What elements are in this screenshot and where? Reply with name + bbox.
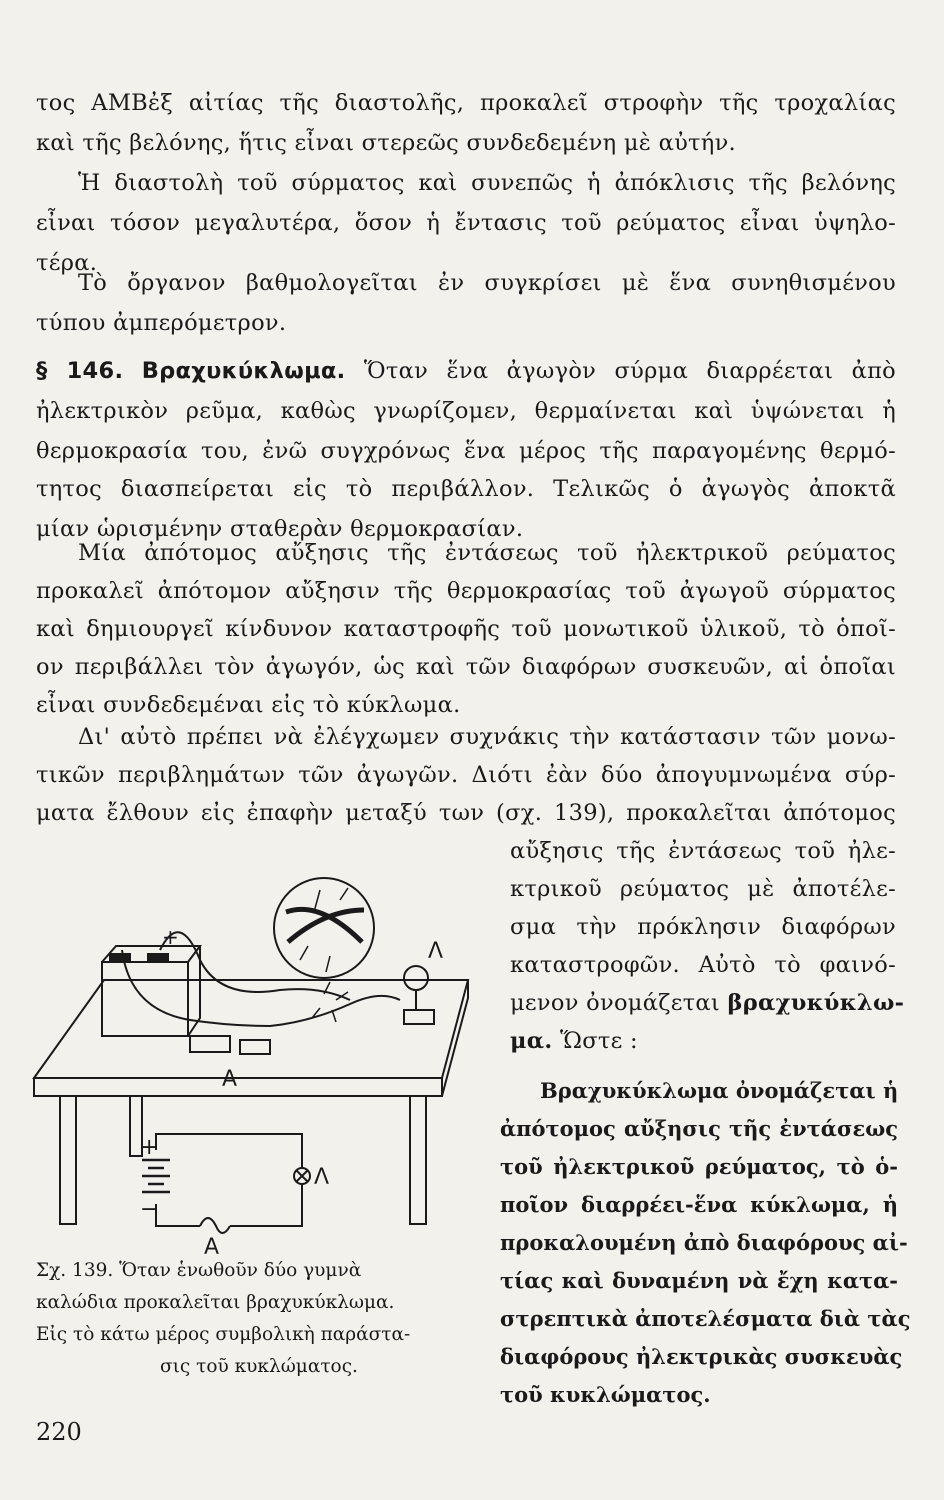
text-line: τέρα. [36, 250, 98, 276]
text-line: τικῶν περιβλημάτων τῶν ἀγωγῶν. Διότι ἐὰν δύο ἀπογυμνωμένα σύρ- [36, 762, 896, 788]
section-line-rest: Ὅταν ἕνα ἀγωγὸν σύρμα διαρρέεται ἀπὸ [363, 358, 897, 384]
ammeter-label: Α [222, 1067, 238, 1092]
schematic-lamp-label: Λ [314, 1165, 330, 1190]
figure-caption-line: Εἰς τὸ κάτω μέρος συμβολικὴ παράστα- [36, 1324, 411, 1345]
definition-line: προκαλουμένη ἀπὸ διαφόρους αἰ- [500, 1230, 908, 1255]
lamp-bulb [404, 966, 428, 990]
text-line: Τὸ ὄργανον βαθμολογεῖται ἐν συγκρίσει μὲ ἕνα συνηθισμένου [78, 270, 896, 296]
text-line: τος ΑΜΒἐξ αἰτίας τῆς διαστολῆς, προκαλεῖ στροφὴν τῆς τροχαλίας [36, 90, 896, 116]
definition-line: τοῦ κυκλώματος. [500, 1382, 711, 1407]
schematic-ammeter-label: Α [204, 1235, 220, 1260]
text-line: ον περιβάλλει τὸν ἀγωγόν, ὡς καὶ τῶν διαφόρων συσκευῶν, αἱ ὁποῖαι [36, 654, 896, 680]
section-title: Βραχυκύκλωμα. [141, 358, 346, 384]
term-bold: βραχυκύκλω- [727, 990, 905, 1016]
ammeter-body [190, 1036, 230, 1052]
text-segment: Ὥστε : [552, 1028, 638, 1054]
section-heading-line [36, 360, 896, 383]
table-top [34, 980, 468, 1078]
table-leg [410, 1096, 426, 1224]
definition-line: Βραχυκύκλωμα ὀνομάζεται ἡ [540, 1078, 899, 1103]
table-leg [60, 1096, 76, 1224]
text-line [510, 1030, 896, 1053]
text-line: αὔξησις τῆς ἐντάσεως τοῦ ἠλε- [510, 838, 896, 864]
definition-line: ἀπότομος αὔξησις τῆς ἐντάσεως [500, 1116, 898, 1141]
definition-line: διαφόρους ἠλεκτρικὰς συσκευὰς [500, 1344, 903, 1369]
definition-line: ποῖον διαρρέει-ἕνα κύκλωμα, ἡ [500, 1192, 898, 1217]
definition-line: τίας καὶ δυναμένη νὰ ἔχη κατα- [500, 1268, 898, 1293]
text-line: Δι' αὐτὸ πρέπει νὰ ἐλέγχωμεν συχνάκις τὴν κατάστασιν τῶν μονω- [78, 724, 896, 750]
page-number: 220 [36, 1418, 82, 1446]
text-line: εἶναι τόσον μεγαλυτέρα, ὅσον ἡ ἔντασις τοῦ ρεύματος εἶναι ὑψηλο- [36, 210, 896, 236]
schematic-lamp-cross [296, 1170, 308, 1182]
figure-caption-line: σις τοῦ κυκλώματος. [160, 1356, 358, 1377]
text-line: ματα ἔλθουν εἰς ἐπαφὴν μεταξύ των (σχ. 139), προκαλεῖται ἀπότομος [36, 800, 896, 826]
text-line: τύπου ἀμπερόμετρον. [36, 310, 287, 336]
text-line: Ἡ διαστολὴ τοῦ σύρματος καὶ συνεπῶς ἡ ἀπόκλισις τῆς βελόνης [78, 170, 896, 196]
plus-label: + [140, 1135, 159, 1160]
text-line: μίαν ὡρισμένην σταθερὰν θερμοκρασίαν. [36, 516, 524, 542]
battery-terminal [148, 954, 168, 962]
text-line: τητος διασπείρεται εἰς τὸ περιβάλλον. Τελικῶς ὁ ἀγωγὸς ἀποκτᾶ [36, 476, 896, 502]
text-line: σμα τὴν πρόκλησιν διαφόρων [510, 914, 896, 940]
text-line: θερμοκρασία του, ἐνῶ συγχρόνως ἕνα μέρος τῆς παραγομένης θερμό- [36, 438, 896, 464]
text-line: κτρικοῦ ρεύματος μὲ ἀποτέλε- [510, 876, 896, 902]
magnifier-circle [274, 878, 374, 978]
svg-text:+: + [162, 925, 179, 949]
section-number: § 146. [36, 358, 124, 384]
text-line: καὶ δημιουργεῖ κίνδυνον καταστροφῆς τοῦ μονωτικοῦ ὑλικοῦ, τὸ ὁποῖ- [36, 616, 896, 642]
switch [240, 1040, 270, 1054]
definition-line: τοῦ ἠλεκτρικοῦ ρεύματος, τὸ ὁ- [500, 1154, 898, 1179]
schematic-ammeter [200, 1218, 230, 1233]
figure-caption-line: καλώδια προκαλεῖται βραχυκύκλωμα. [36, 1292, 395, 1313]
text-line: εἶναι συνδεδεμέναι εἰς τὸ κύκλωμα. [36, 692, 461, 718]
text-line: καὶ τῆς βελόνης, ἥτις εἶναι στερεῶς συνδεδεμένη μὲ αὐτήν. [36, 130, 737, 156]
battery-terminal [110, 954, 130, 962]
text-line: ἠλεκτρικὸν ρεῦμα, καθὼς γνωρίζομεν, θερμαίνεται καὶ ὑψώνεται ἡ [36, 398, 896, 424]
text-line: καταστροφῶν. Αὐτὸ τὸ φαινό- [510, 952, 896, 978]
text-line [510, 990, 905, 1016]
schematic-wire [156, 1134, 302, 1226]
term-bold: μα. [510, 1028, 553, 1054]
text-line: Μία ἀπότομος αὔξησις τῆς ἐντάσεως τοῦ ἠλεκτρικοῦ ρεύματος [78, 540, 896, 566]
lamp-base [404, 1010, 434, 1024]
definition-line: στρεπτικὰ ἀποτελέσματα διὰ τὰς [500, 1306, 911, 1331]
minus-label: − [140, 1197, 159, 1222]
lamp-label: Λ [428, 939, 444, 964]
text-line: προκαλεῖ ἀπότομον αὔξησιν τῆς θερμοκρασίας τοῦ ἀγωγοῦ σύρματος [36, 578, 896, 604]
figure-caption-line: Σχ. 139. Ὅταν ἑνωθοῦν δύο γυμνὰ [36, 1260, 362, 1281]
text-segment: μενον ὀνομάζεται [510, 990, 721, 1016]
figure-short-circuit [30, 850, 490, 1260]
schematic-battery [142, 1160, 170, 1192]
